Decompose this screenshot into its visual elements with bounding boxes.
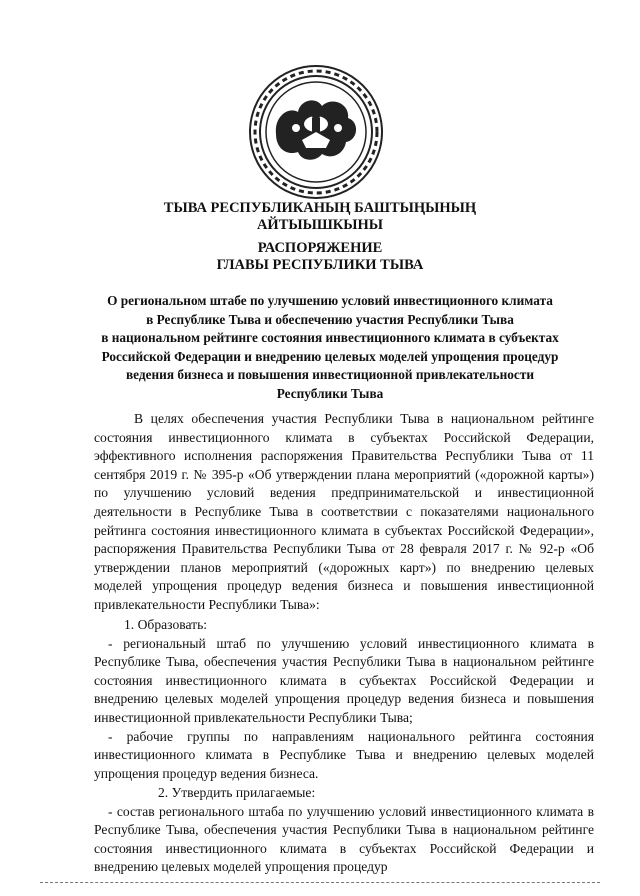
subject-line: Российской Федерации и внедрению целевых моделей упрощения процедур [101, 348, 559, 364]
document-subject [60, 292, 600, 403]
subject-line: О региональном штабе по улучшению условий инвестиционного климата [107, 293, 553, 308]
org-title [40, 200, 600, 234]
item-2 [94, 784, 594, 877]
doc-type-line1: РАСПОРЯЖЕНИЕ [257, 240, 383, 256]
page-bottom-divider [40, 882, 600, 884]
subject-line: в национальном рейтинге состояния инвестиционного климата в субъектах [101, 330, 559, 345]
item-1-dash-1: - региональный штаб по улучшению условий инвестиционного климата в Республике Тыва, обеспечения участия Республики Тыва в национальном рейтинге состояния инвестиционного климата в субъектах Российской Федерации и внедрению целевых моделей упрощения процедур ведения бизнеса и повышения инвестиционной привлекательности Республики Тыва; [94, 635, 594, 725]
subject-line: ведения бизнеса и повышения инвестиционной привлекательности [125, 367, 535, 382]
item-2-heading: 2. Утвердить прилагаемые: [158, 785, 316, 800]
subject-line: Республики Тыва [276, 385, 384, 401]
coat-of-arms-icon [246, 62, 386, 202]
intro-paragraph: В целях обеспечения участия Республики Тыва в национальном рейтинге состояния инвестиционного климата в субъектах Российской Федерации, эффективного исполнения распоряжения Правительства Республики Тыва от 11 сентября 2019 г. № 395-р «Об утверждении плана мероприятий («дорожной карты») по улучшению условий ведения предпринимательской и инвестиционной деятельности в Республике Тыва в соответствии с показателями национального рейтинга состояния инвестиционного климата в субъектах Российской Федерации», распоряжения Правительства Республики Тыва от 28 февраля 2017 г. № 92-р «Об утверждении планов мероприятий («дорожных карт») по внедрению целевых моделей упрощения процедур ведения бизнеса и повышения инвестиционной привлекательности Республики Тыва»: [94, 411, 594, 612]
subject-line: в Республике Тыва и обеспечению участия Республики Тыва [146, 311, 514, 327]
doc-type [40, 240, 600, 274]
org-title-line2: АЙТЫЫШКЫНЫ [256, 217, 384, 233]
org-title-line1: ТЫВА РЕСПУБЛИКАНЫҢ БАШТЫҢЫНЫҢ [163, 200, 477, 216]
item-1-dash-2: - рабочие группы по направлениям национального рейтинга состояния инвестиционного климата в Республике Тыва и внедрению целевых моделей упрощения процедур ведения бизнеса. [94, 728, 594, 781]
item-2-dash-1: - состав регионального штаба по улучшению условий инвестиционного климата в Республике Тыва, обеспечения участия Республики Тыва в национальном рейтинге состояния инвестиционного климата в субъектах Российской Федерации и внедрению целевых моделей упрощения процедур [94, 803, 594, 875]
doc-type-line2: ГЛАВЫ РЕСПУБЛИКИ ТЫВА [216, 257, 424, 273]
item-1 [94, 616, 594, 783]
item-1-heading: 1. Образовать: [124, 617, 208, 632]
